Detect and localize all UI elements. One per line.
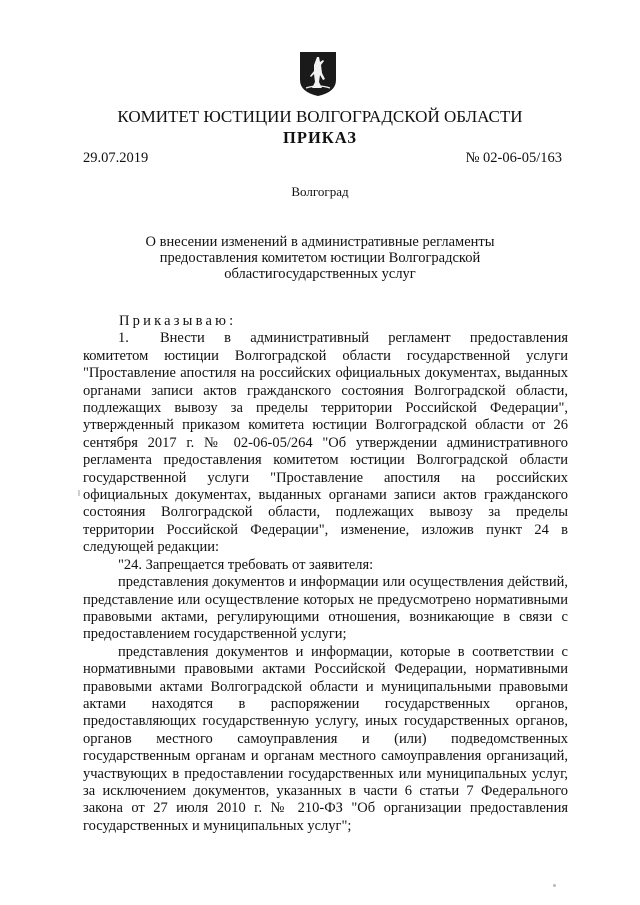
paragraph-text: Внести в административный регламент предоставления комитетом юстиции Волгоградской области государственной услуги "Проставление апостиля на российских официальных документах, выданных органами записи актов гражданского состояния Волгоградской области, подлежащих вывозу за пределы территории Российской Федерации", утвержденный приказом комитета юстиции Волгоградской области от 26 сентября 2017 г. № 02-06-05/264 "Об утверждении административного регламента предоставления комитетом юстиции Волгоградской области государственной услуги "Проставление апостиля на российских официальных документах, выданных органами записи актов гражданского состояния Волгоградской области, подлежащих вывозу за пределы территории Российской Федерации", изменение, изложив пункт 24 в следующей редакции: bbox=[83, 330, 568, 556]
scan-mark bbox=[78, 490, 80, 496]
document-type: ПРИКАЗ bbox=[283, 128, 357, 147]
organization-name: КОМИТЕТ ЮСТИЦИИ ВОЛГОГРАДСКОЙ ОБЛАСТИ bbox=[117, 107, 523, 126]
order-directive: Приказываю: bbox=[119, 313, 237, 329]
document-date: 29.07.2019 bbox=[83, 150, 149, 166]
subject-line: предоставления комитетом юстиции Волгоградской bbox=[159, 250, 481, 266]
paragraph-2: "24. Запрещается требовать от заявителя: bbox=[118, 556, 374, 573]
scan-dot bbox=[553, 884, 556, 887]
paragraph-4: представления документов и информации, которые в соответствии с нормативными правовыми актами Российской Федерации, нормативными правовыми актами Волгоградской области и муниципальными правовыми актами находятся в распоряжении государственных органов, предоставляющих государственную услугу, иных государственных органов, органов местного самоуправления и (или) подведомственных государственным органам и органам местного самоуправления организаций, участвующих в предоставлении государственных или муниципальных услуг, за исключением документов, указанных в части 6 статьи 7 Федерального закона от 27 июля 2010 г. № 210-ФЗ "Об организации предоставления государственных и муниципальных услуг"; bbox=[83, 643, 568, 834]
subject-line: областигосударственных услуг bbox=[224, 266, 416, 282]
document-subject bbox=[130, 234, 510, 282]
paragraph-3: представления документов и информации или осуществления действий, представление или осуществление которых не предусмотрено нормативными правовыми актами, регулирующими отношения, возникающие в связи с предоставлением государственной услуги; bbox=[83, 574, 568, 643]
coat-of-arms-icon bbox=[298, 50, 338, 98]
paragraph-1 bbox=[83, 330, 568, 556]
document-body bbox=[83, 313, 568, 835]
subject-line: О внесении изменений в административные регламенты bbox=[145, 234, 495, 250]
document-city: Волгоград bbox=[291, 184, 349, 199]
paragraph-number: 1. bbox=[118, 330, 129, 347]
document-number: № 02-06-05/163 bbox=[465, 150, 562, 166]
